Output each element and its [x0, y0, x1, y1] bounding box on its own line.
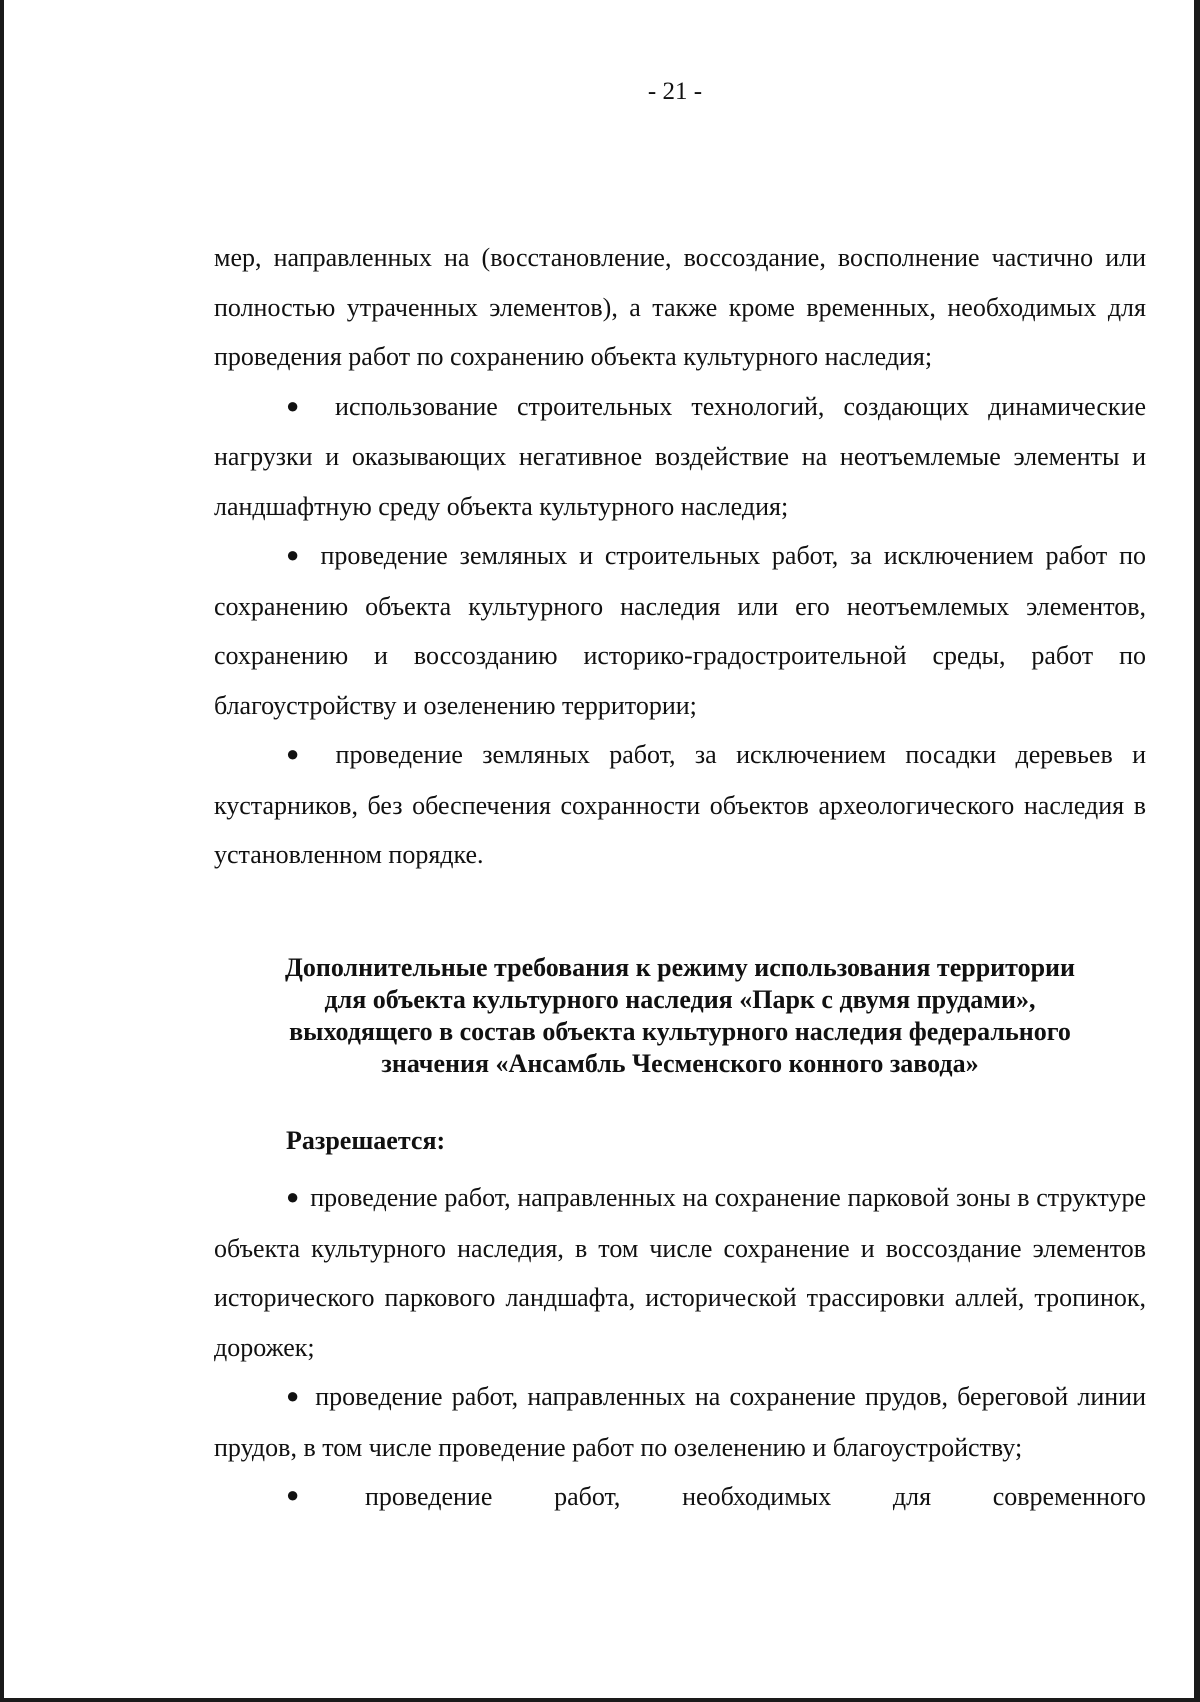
word: необходимых — [682, 1482, 832, 1511]
bullet-icon: ● — [286, 542, 305, 567]
word: работ, — [554, 1482, 621, 1511]
list-item — [214, 1173, 1146, 1372]
list-item-text: проведение земляных и строительных работ, за исключением работ по сохранению объекта культурного наследия или его неотъемлемых элементов, сохранению и воссозданию историко-градостроительной среды, работ по благоустройству и озеленению территории; — [214, 541, 1147, 720]
bullet-icon: ● — [286, 1184, 300, 1209]
page-number: - 21 - — [647, 78, 703, 105]
section-heading — [214, 952, 1146, 1080]
list-item-text: проведение работ, направленных на сохранение прудов, береговой линии прудов, в том числе проведение работ по озеленению и благоустройству; — [214, 1382, 1146, 1462]
list-item — [214, 382, 1146, 532]
list-item — [214, 1372, 1146, 1472]
heading-line: значения «Ансамбль Чесменского конного завода» — [381, 1049, 979, 1078]
list-item-truncated — [214, 1472, 1146, 1522]
prohibitions-list — [214, 233, 1146, 880]
allowed-list — [214, 1173, 1146, 1522]
heading-line: для объекта культурного наследия «Парк с двумя прудами», — [324, 985, 1036, 1014]
bullet-icon: ● — [286, 741, 313, 766]
paragraph-text: мер, направленных на (восстановление, воссоздание, восполнение частично или полностью утраченных элементов), а также кроме временных, необходимых для проведения работ по сохранению объекта культурного наследия; — [214, 243, 1146, 371]
list-item — [214, 730, 1146, 880]
heading-line: выходящего в состав объекта культурного наследия федерального — [289, 1017, 1071, 1046]
list-item-text: использование строительных технологий, создающих динамические нагрузки и оказывающих негативное воздействие на неотъемлемые элементы и ландшафтную среду объекта культурного наследия; — [214, 391, 1146, 521]
list-item-text: проведение земляных работ, за исключением посадки деревьев и кустарников, без обеспечения сохранности объектов археологического наследия в установленном порядке. — [214, 740, 1147, 869]
list-item-text: проведение работ, направленных на сохранение парковой зоны в структуре объекта культурного наследия, в том числе сохранение и воссоздание элементов исторического паркового ландшафта, исторической трассировки аллей, тропинок, дорожек; — [214, 1183, 1146, 1362]
word: проведение — [365, 1482, 493, 1511]
bullet-icon: ● — [286, 1482, 300, 1507]
scan-border-bottom — [0, 1698, 1200, 1702]
scan-border-left — [0, 0, 4, 1702]
scan-border-right — [1194, 0, 1200, 1702]
word: современного — [992, 1482, 1146, 1511]
allowed-label: Разрешается: — [286, 1126, 446, 1155]
continued-paragraph — [214, 233, 1146, 382]
bullet-icon: ● — [286, 392, 312, 418]
heading-line: Дополнительные требования к режиму использования территории — [284, 953, 1075, 982]
word: для — [892, 1482, 932, 1511]
list-item — [214, 531, 1146, 730]
bullet-icon: ● — [286, 1383, 302, 1408]
